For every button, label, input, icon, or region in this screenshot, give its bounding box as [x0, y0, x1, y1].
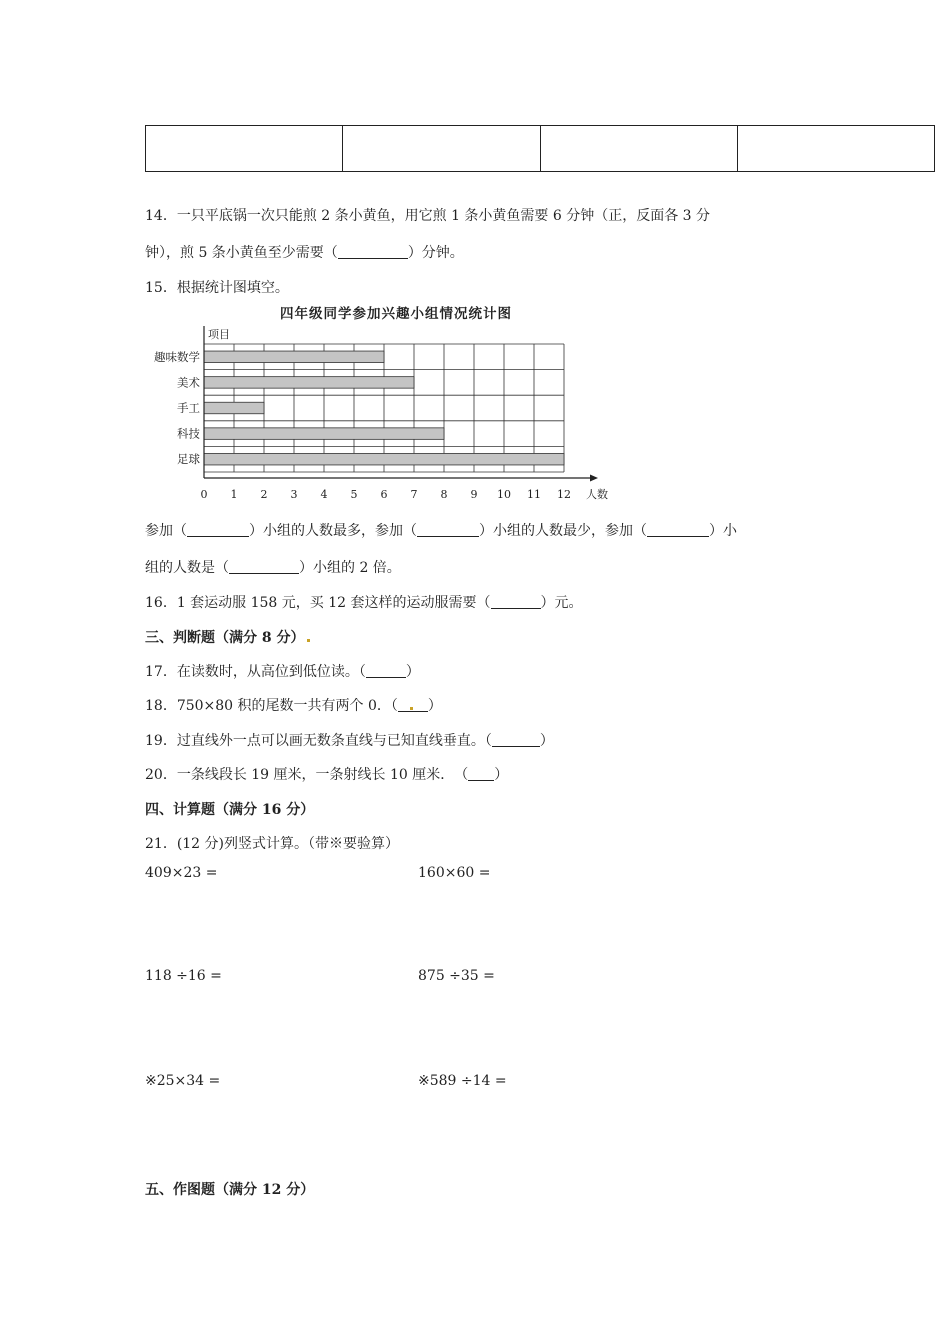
q15-text-f: ）小组的 2 倍。 — [299, 560, 401, 576]
category-label: 科技 — [177, 426, 200, 441]
tick-label: 6 — [380, 488, 388, 501]
decorative-dot — [307, 639, 310, 642]
category-label: 趣味数学 — [154, 349, 200, 364]
answer-blank-double-a[interactable] — [647, 522, 709, 537]
question-14-line-1: 14．一只平底锅一次只能煎 2 条小黄鱼，用它煎 1 条小黄鱼需要 6 分钟（正，反面各 3 分 — [145, 208, 711, 224]
q20-text-a: 20．一条线段长 19 厘米，一条射线长 10 厘米． （ — [145, 767, 469, 783]
bar — [204, 428, 444, 440]
y-axis-label: 项目 — [208, 328, 230, 341]
question-19 — [145, 730, 554, 750]
answer-cell — [146, 126, 343, 172]
chart-title: 四年级同学参加兴趣小组情况统计图 — [280, 306, 512, 322]
chart-tick-labels — [201, 488, 572, 501]
q18-text-b: ） — [427, 698, 442, 714]
q15-text-c: ）小组的人数最少，参加（ — [479, 523, 647, 539]
answer-blank-q19[interactable] — [492, 732, 540, 747]
tick-label: 4 — [320, 488, 328, 501]
answer-blank-q20[interactable] — [468, 766, 494, 781]
section-5-title: 五、作图题（满分 12 分） — [145, 1182, 315, 1198]
tick-label: 5 — [350, 488, 358, 501]
calc-item: ※589 ÷14 = — [418, 1073, 507, 1089]
x-axis-label: 人数 — [586, 488, 608, 501]
q20-text-b: ） — [494, 767, 509, 783]
answer-cell — [737, 126, 934, 172]
calc-item: 875 ÷35 = — [418, 968, 495, 984]
q17-text-a: 17．在读数时，从高位到低位读。（ — [145, 664, 366, 680]
q16-text-a: 16．1 套运动服 158 元，买 12 套这样的运动服需要（ — [145, 595, 491, 611]
tick-label: 2 — [260, 488, 268, 501]
bar-chart — [140, 300, 610, 508]
q15-text-e: 组的人数是（ — [145, 560, 229, 576]
answer-blank-most[interactable] — [187, 522, 249, 537]
tick-label: 11 — [527, 488, 541, 501]
question-17 — [145, 661, 420, 681]
answer-table — [145, 125, 935, 172]
tick-label: 12 — [557, 488, 571, 501]
tick-label: 3 — [290, 488, 298, 501]
calc-item: ※25×34 = — [145, 1073, 221, 1089]
section-3-title — [145, 627, 310, 647]
section-4-title: 四、计算题（满分 16 分） — [145, 802, 315, 818]
question-15-fill-line-1 — [145, 520, 737, 540]
bar — [204, 377, 414, 389]
question-20 — [145, 764, 508, 784]
tick-label: 9 — [470, 488, 478, 501]
question-15-fill-line-2 — [145, 557, 401, 577]
category-label: 美术 — [177, 375, 200, 390]
q15-text-b: ）小组的人数最多，参加（ — [249, 523, 417, 539]
calc-item: 409×23 = — [145, 865, 218, 881]
calc-item: 160×60 = — [418, 865, 491, 881]
tick-label: 7 — [410, 488, 418, 501]
category-label: 手工 — [177, 401, 200, 415]
x-axis-arrow — [590, 475, 598, 482]
q18-text-a: 18．750×80 积的尾数一共有两个 0．（ — [145, 698, 398, 714]
q19-text-b: ） — [539, 733, 554, 749]
answer-blank-q17[interactable] — [366, 663, 406, 678]
bar — [204, 453, 564, 465]
calc-item: 118 ÷16 = — [145, 968, 222, 984]
answer-blank-q16[interactable] — [491, 594, 541, 609]
question-18 — [145, 695, 442, 715]
chart-category-labels — [154, 350, 200, 466]
tick-label: 1 — [230, 488, 238, 501]
answer-blank-least[interactable] — [417, 522, 479, 537]
answer-blank-double-b[interactable] — [229, 559, 299, 574]
q17-text-b: ） — [405, 664, 420, 680]
question-21-label: 21．(12 分)列竖式计算。（带※要验算） — [145, 836, 400, 852]
bar — [204, 402, 264, 414]
section-3-title-text: 三、判断题（满分 8 分） — [145, 630, 305, 646]
q15-text-d: ）小 — [709, 523, 737, 539]
q16-text-b: ）元。 — [540, 595, 583, 611]
answer-cell — [540, 126, 737, 172]
q14-text-a: 钟），煎 5 条小黄鱼至少需要（ — [145, 245, 338, 261]
bar — [204, 351, 384, 363]
tick-label: 0 — [200, 488, 208, 501]
q15-text-a: 参加（ — [145, 523, 187, 539]
question-14-line-2 — [145, 242, 464, 262]
answer-cell — [343, 126, 540, 172]
decorative-dot — [410, 707, 413, 710]
answer-blank-q14[interactable] — [338, 244, 408, 259]
question-16 — [145, 592, 583, 612]
q14-text-b: ）分钟。 — [407, 245, 464, 261]
tick-label: 10 — [497, 488, 511, 501]
answer-blank-q18[interactable] — [398, 697, 428, 712]
q19-text-a: 19．过直线外一点可以画无数条直线与已知直线垂直。（ — [145, 733, 492, 749]
tick-label: 8 — [440, 488, 448, 501]
category-label: 足球 — [177, 452, 200, 467]
question-15-label: 15．根据统计图填空。 — [145, 280, 289, 296]
